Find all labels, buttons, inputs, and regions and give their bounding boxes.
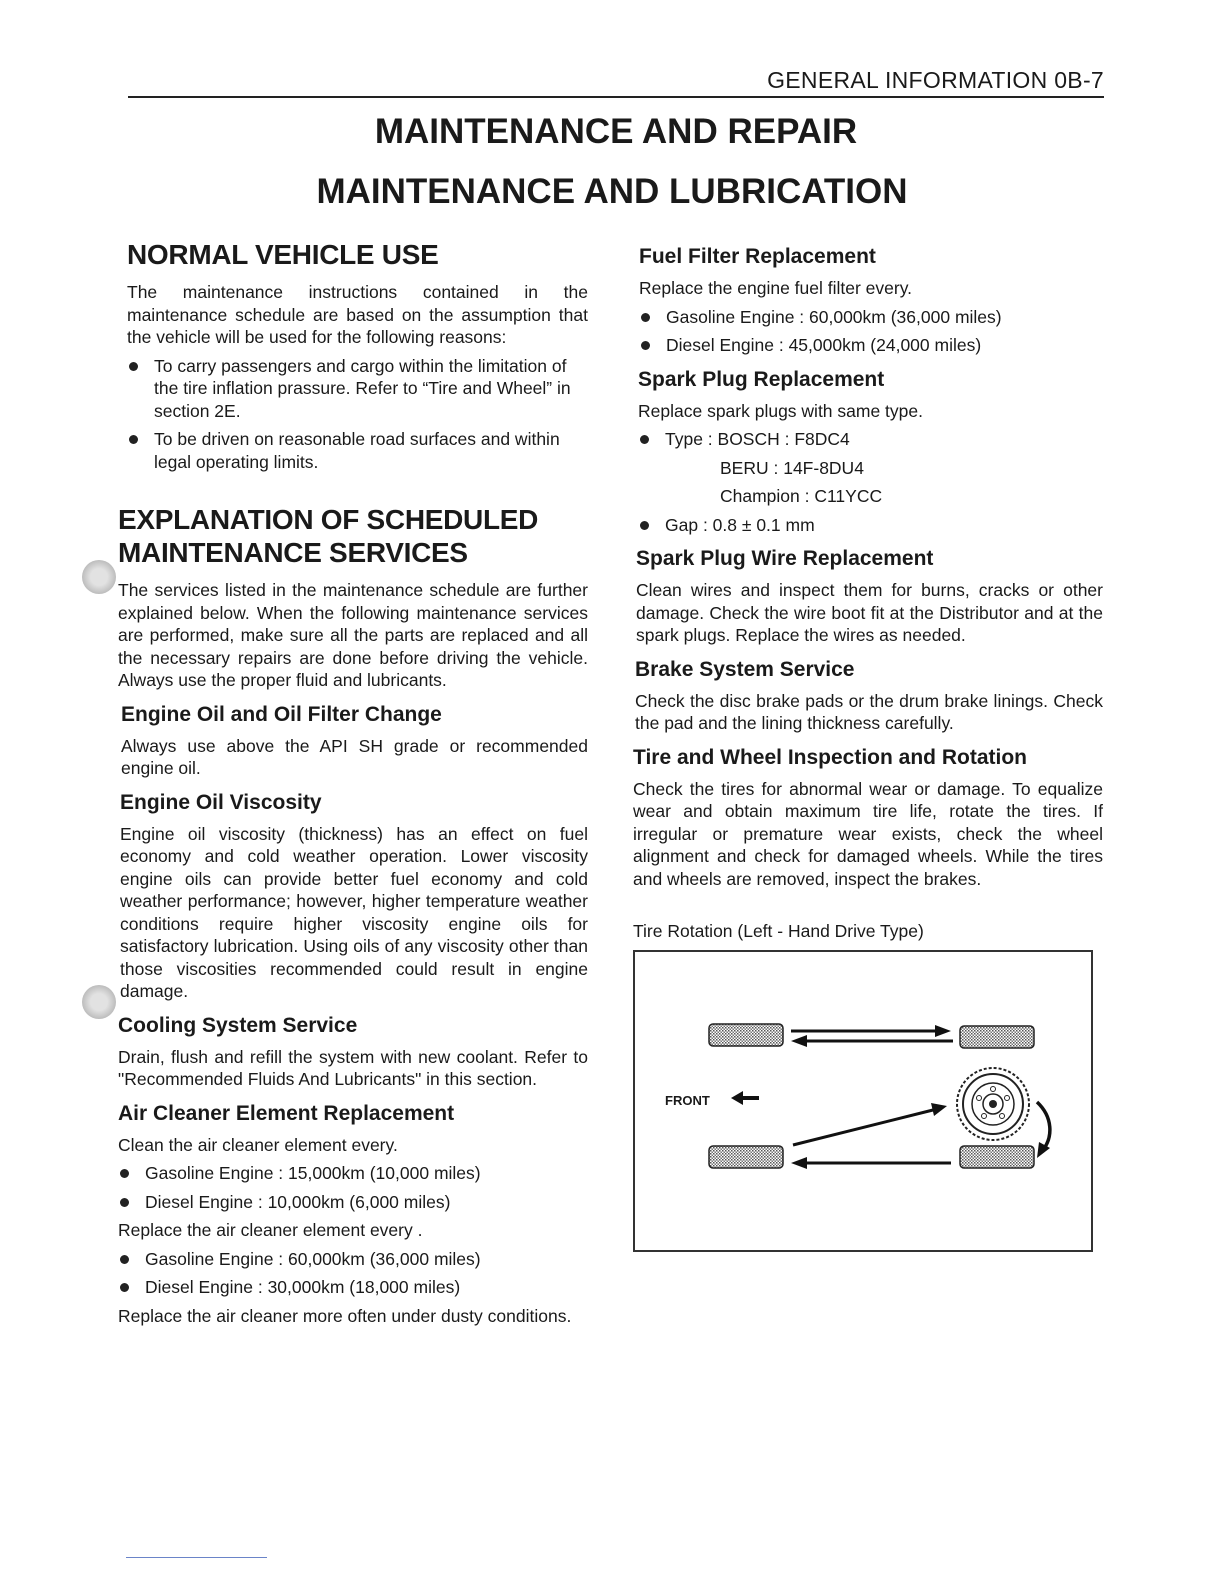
section-heading: NORMAL VEHICLE USE bbox=[127, 239, 439, 270]
page-header bbox=[128, 66, 1104, 98]
paragraph: Check the disc brake pads or the drum brake linings. Check the pad and the lining thickness carefully. bbox=[635, 690, 1103, 733]
list-item: Gasoline Engine : 15,000km (10,000 miles) bbox=[118, 1162, 588, 1185]
right-column bbox=[633, 244, 1103, 1252]
bullet-list bbox=[118, 1248, 588, 1299]
subsection-heading: Air Cleaner Element Replacement bbox=[118, 1101, 455, 1125]
front-arrow-icon bbox=[731, 1091, 759, 1105]
list-item: Gasoline Engine : 60,000km (36,000 miles) bbox=[118, 1248, 588, 1271]
section-cooling bbox=[118, 1013, 588, 1091]
arrow-front-to-rear-icon bbox=[791, 1025, 951, 1037]
section-brake bbox=[633, 657, 1103, 735]
paragraph: Check the tires for abnormal wear or damage. To equalize wear and obtain maximum tire life, rotate the tires. If irregular or premature wear exists, check the wheel alignment and check for damaged wheels. While the tires and wheels are removed, inspect the brakes. bbox=[633, 778, 1103, 889]
subsection-heading: Spark Plug Replacement bbox=[638, 367, 885, 391]
list-item: Diesel Engine : 30,000km (18,000 miles) bbox=[118, 1276, 588, 1299]
subsection-heading: Spark Plug Wire Replacement bbox=[636, 547, 934, 570]
paragraph: Always use above the API SH grade or recommended engine oil. bbox=[121, 735, 588, 778]
section-air-cleaner bbox=[118, 1101, 588, 1328]
subsection-heading: Engine Oil Viscosity bbox=[120, 790, 322, 814]
list-item: Champion : C11YCC bbox=[720, 486, 883, 506]
page-title: MAINTENANCE AND REPAIR bbox=[374, 112, 858, 151]
paragraph: Replace the air cleaner element every . bbox=[118, 1220, 423, 1240]
paragraph: Clean wires and inspect them for burns, cracks or other damage. Check the wire boot fit at the Distributor and at the spark plugs. Replace the wires as needed. bbox=[636, 580, 1103, 645]
diagram-caption: Tire Rotation (Left - Hand Drive Type) bbox=[633, 921, 924, 941]
spare-wheel-icon bbox=[957, 1068, 1029, 1140]
section-spark-plug bbox=[633, 367, 1103, 537]
list-item: Gap : 0.8 ± 0.1 mm bbox=[638, 514, 1103, 537]
page-subtitle: MAINTENANCE AND LUBRICATION bbox=[316, 172, 908, 211]
tire-rear-right-icon bbox=[960, 1146, 1034, 1168]
paragraph: Clean the air cleaner element every. bbox=[118, 1134, 398, 1155]
list-item: Type : BOSCH : F8DC4 bbox=[638, 428, 1103, 451]
subsection-heading: Engine Oil and Oil Filter Change bbox=[121, 702, 442, 726]
section-oil-viscosity bbox=[118, 790, 588, 1003]
paragraph: Replace the engine fuel filter every. bbox=[639, 278, 913, 298]
subsection-heading: Tire and Wheel Inspection and Rotation bbox=[633, 745, 1027, 769]
tire-rear-left-icon bbox=[960, 1026, 1034, 1048]
paragraph: Drain, flush and refill the system with new coolant. Refer to "Recommended Fluids And Lubricants" in this section. bbox=[118, 1046, 588, 1089]
paragraph: The maintenance instructions contained in the maintenance schedule are based on the assumption that the vehicle will be used for the following reasons: bbox=[127, 282, 588, 347]
footer-line bbox=[126, 1557, 267, 1558]
paragraph: Engine oil viscosity (thickness) has an effect on fuel economy and cold weather operation. Lower viscosity engine oils can provide better fuel economy and cold weather performance; however, higher temperature weather conditions require higher viscosity engine oils for satisfactory lubrication. Using oils of any viscosity other than those viscosities recommended could result in engine damage. bbox=[120, 823, 588, 1001]
paragraph: Replace spark plugs with same type. bbox=[638, 400, 923, 421]
subsection-heading: Cooling System Service bbox=[118, 1013, 358, 1037]
punch-hole-bottom bbox=[82, 985, 116, 1019]
arrow-rear-to-front-icon bbox=[791, 1035, 953, 1047]
subsection-heading: Brake System Service bbox=[635, 657, 855, 681]
subsection-heading: Fuel Filter Replacement bbox=[639, 245, 876, 268]
section-tire bbox=[633, 745, 1103, 1253]
bullet-list bbox=[118, 1162, 588, 1213]
list-item: Gasoline Engine : 60,000km (36,000 miles) bbox=[639, 306, 1103, 329]
left-column bbox=[118, 238, 588, 1333]
header-text: GENERAL INFORMATION 0B-7 bbox=[767, 67, 1104, 93]
list-item: Diesel Engine : 10,000km (6,000 miles) bbox=[118, 1191, 588, 1214]
paragraph: The services listed in the maintenance schedule are further explained below. When the following maintenance services are performed, make sure all the parts are replaced and all the necessary repairs are done before driving the vehicle. Always use the proper fluid and lubricants. bbox=[118, 580, 588, 690]
bullet-list bbox=[638, 428, 1103, 536]
section-explanation bbox=[118, 503, 588, 692]
section-normal-use bbox=[118, 238, 588, 473]
tire-rotation-diagram bbox=[633, 950, 1093, 1252]
list-item: BERU : 14F-8DU4 bbox=[720, 457, 864, 478]
list-item: To carry passengers and cargo within the limitation of the tire inflation prassure. Refer to “Tire and Wheel” in section 2E. bbox=[127, 355, 588, 423]
list-item: Diesel Engine : 45,000km (24,000 miles) bbox=[639, 334, 1103, 357]
arrow-diagonal-icon bbox=[793, 1103, 947, 1145]
section-oil-change bbox=[118, 702, 588, 780]
bullet-list bbox=[639, 306, 1103, 357]
section-spark-wire bbox=[633, 546, 1103, 647]
paragraph: Replace the air cleaner more often under dusty conditions. bbox=[118, 1305, 572, 1326]
front-label: FRONT bbox=[665, 1093, 710, 1108]
section-heading: EXPLANATION OF SCHEDULED MAINTENANCE SERVICES bbox=[118, 504, 539, 568]
list-item: To be driven on reasonable road surfaces and within legal operating limits. bbox=[127, 428, 588, 473]
tire-front-left-icon bbox=[709, 1024, 783, 1046]
curved-arrow-icon bbox=[1037, 1102, 1050, 1158]
tire-front-right-icon bbox=[709, 1146, 783, 1168]
section-fuel-filter bbox=[633, 244, 1103, 357]
arrow-rear-to-front-bottom-icon bbox=[791, 1157, 951, 1169]
bullet-list bbox=[127, 355, 588, 474]
punch-hole-top bbox=[82, 560, 116, 594]
